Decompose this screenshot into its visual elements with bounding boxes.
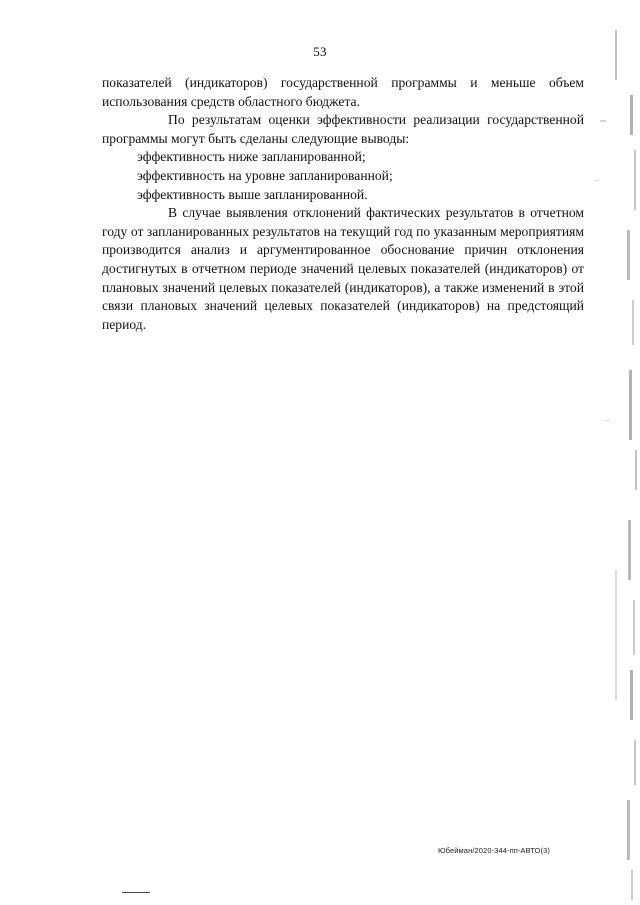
scan-noise [595,95,637,900]
scan-edge-artifacts [580,0,640,905]
paragraph-continuation: показателей (индикаторов) государственной программы и меньше объем использования средств областного бюджета. [102,75,584,109]
list-item: эффективность ниже запланированной; [137,149,366,165]
document-reference: Юбейман/2020-344-пп-АВТО(3) [438,846,550,855]
list-item: эффективность выше запланированной. [137,186,368,202]
paragraph-conclusions-intro: По результатам оценки эффективности реализации государственной программы могут быть сделаны следующие выводы: [102,112,584,146]
margin-mark [122,892,150,893]
document-body [102,74,584,334]
page-number: 53 [313,44,327,59]
list-item: эффективность на уровне запланированной; [137,167,393,183]
paragraph-deviations: В случае выявления отклонений фактических результатов в отчетном году от запланированных результатов на текущий год по указанным мероприятиям производится анализ и аргументированное обоснование причин отклонения достигнутых в отчетном периоде значений целевых показателей (индикаторов) от плановых значений целевых показателей (индикаторов), а также изменений в этой связи плановых значений целевых показателей (индикаторов) на предстоящий период. [102,205,584,332]
